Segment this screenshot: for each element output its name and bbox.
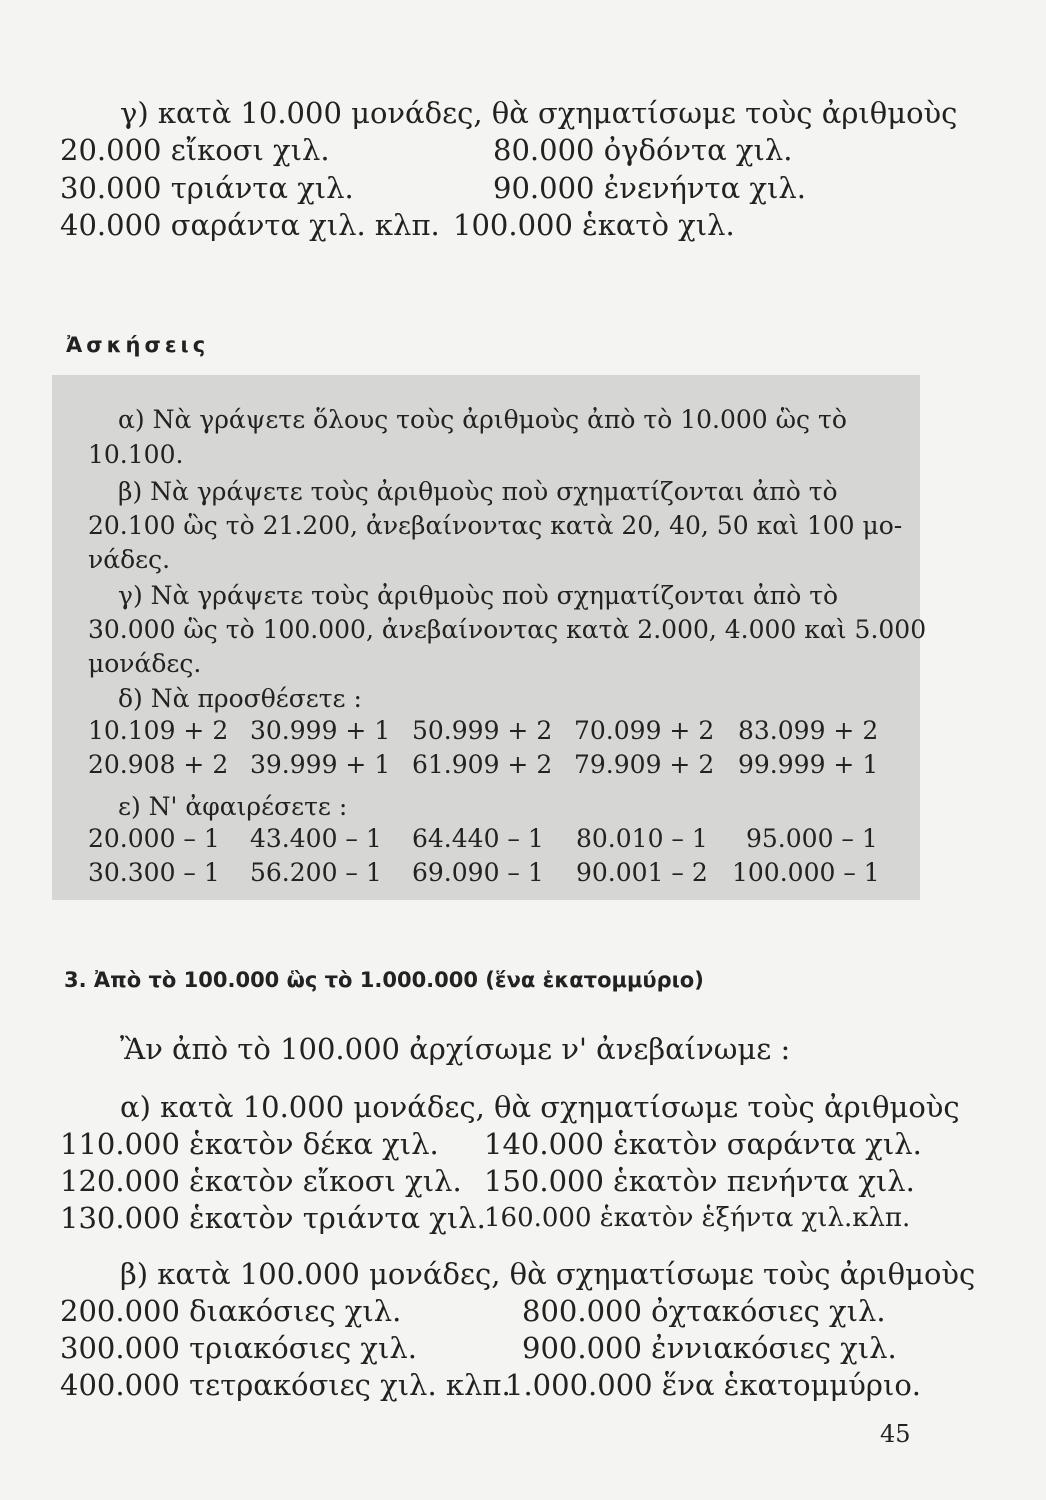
section-3-a-row-1-right: 140.000 ἑκατὸν σαράντα χιλ.	[484, 1127, 922, 1161]
exercise-e-r2-c2: 56.200 – 1	[250, 858, 382, 887]
exercise-e-r1-c2: 43.400 – 1	[250, 824, 382, 853]
section-3-b-row-2-left: 300.000 τριακόσιες χιλ.	[60, 1331, 417, 1365]
exercise-e-r2-c1: 30.300 – 1	[88, 858, 220, 887]
exercise-e-r1-c5: 95.000 – 1	[746, 824, 878, 853]
section-3-a-line: α) κατὰ 10.000 μονάδες, θὰ σχηματίσωμε τοὺς ἀριθμοὺς	[120, 1090, 960, 1124]
section-3-intro: Ἂν ἀπὸ τὸ 100.000 ἀρχίσωμε ν' ἀνεβαίνωμε :	[120, 1032, 791, 1066]
exercise-d-r2-c1: 20.908 + 2	[88, 750, 229, 779]
exercise-d-r1-c1: 10.109 + 2	[88, 716, 229, 745]
exercise-d-r2-c2: 39.999 + 1	[250, 750, 391, 779]
exercise-d-r2-c5: 99.999 + 1	[738, 750, 879, 779]
section-3-b-row-3-left: 400.000 τετρακόσιες χιλ. κλπ.	[60, 1368, 511, 1402]
section-3-a-row-3-right: 160.000 ἑκατὸν ἑξήντα χιλ.κλπ.	[484, 1203, 911, 1233]
top-intro-line: γ) κατὰ 10.000 μονάδες, θὰ σχηματίσωμε τοὺς ἀριθμοὺς	[120, 96, 958, 130]
exercise-c-line-2: 30.000 ὣς τὸ 100.000, ἀνεβαίνοντας κατὰ 2.000, 4.000 καὶ 5.000	[88, 615, 927, 644]
exercise-e-r2-c3: 69.090 – 1	[412, 858, 544, 887]
exercise-d-r1-c2: 30.999 + 1	[250, 716, 391, 745]
exercise-b-line-2: 20.100 ὣς τὸ 21.200, ἀνεβαίνοντας κατὰ 20, 40, 50 καὶ 100 μο-	[88, 511, 903, 540]
exercise-c-line-3: μονάδες.	[88, 649, 202, 678]
section-3-b-row-3-right: 1.000.000 ἕνα ἑκατομμύριο.	[505, 1368, 921, 1402]
section-3-title: 3. Ἀπὸ τὸ 100.000 ὣς τὸ 1.000.000 (ἕνα ἑκατομμύριο)	[64, 968, 704, 992]
exercises-heading: Ἀσκήσεις	[66, 333, 210, 357]
exercise-e-r1-c1: 20.000 – 1	[88, 824, 220, 853]
exercise-e-r1-c3: 64.440 – 1	[412, 824, 544, 853]
top-row-1-right: 80.000 ὀγδόντα χιλ.	[493, 133, 793, 167]
section-3-a-row-2-right: 150.000 ἑκατὸν πενήντα χιλ.	[484, 1164, 915, 1198]
section-3-b-row-2-right: 900.000 ἐννιακόσιες χιλ.	[522, 1331, 897, 1365]
top-row-3-right: 100.000 ἑκατὸ χιλ.	[453, 208, 735, 242]
section-3-a-row-3-left: 130.000 ἑκατὸν τριάντα χιλ.	[60, 1201, 486, 1235]
exercise-e-r2-c4: 90.001 – 2	[576, 858, 708, 887]
page-number: 45	[880, 1420, 911, 1448]
exercise-d-r1-c3: 50.999 + 2	[412, 716, 553, 745]
exercise-a-line-2: 10.100.	[88, 440, 184, 469]
top-row-2-left: 30.000 τριάντα χιλ.	[60, 171, 354, 205]
exercise-c-line-1: γ) Νὰ γράψετε τοὺς ἀριθμοὺς ποὺ σχηματίζονται ἀπὸ τὸ	[118, 581, 839, 610]
top-row-2-right: 90.000 ἐνενήντα χιλ.	[493, 171, 806, 205]
section-3-b-row-1-left: 200.000 διακόσιες χιλ.	[60, 1294, 402, 1328]
exercise-d-r2-c4: 79.909 + 2	[574, 750, 715, 779]
exercise-e-label: ε) Ν' ἀφαιρέσετε :	[118, 792, 348, 821]
top-row-1-left: 20.000 εἴκοσι χιλ.	[60, 133, 330, 167]
exercise-b-line-1: β) Νὰ γράψετε τοὺς ἀριθμοὺς ποὺ σχηματίζονται ἀπὸ τὸ	[118, 477, 838, 506]
exercise-b-line-3: νάδες.	[88, 545, 171, 574]
exercise-e-r1-c4: 80.010 – 1	[576, 824, 708, 853]
exercise-d-label: δ) Νὰ προσθέσετε :	[118, 684, 362, 713]
top-row-3-left: 40.000 σαράντα χιλ. κλπ.	[60, 208, 440, 242]
exercise-d-r1-c4: 70.099 + 2	[574, 716, 715, 745]
section-3-b-line: β) κατὰ 100.000 μονάδες, θὰ σχηματίσωμε τοὺς ἀριθμοὺς	[120, 1257, 976, 1291]
exercise-e-r2-c5: 100.000 – 1	[732, 858, 880, 887]
section-3-a-row-1-left: 110.000 ἑκατὸν δέκα χιλ.	[60, 1127, 439, 1161]
exercise-a-line-1: α) Νὰ γράψετε ὅλους τοὺς ἀριθμοὺς ἀπὸ τὸ 10.000 ὣς τὸ	[118, 405, 847, 434]
exercise-d-r1-c5: 83.099 + 2	[738, 716, 879, 745]
exercise-d-r2-c3: 61.909 + 2	[412, 750, 553, 779]
section-3-a-row-2-left: 120.000 ἑκατὸν εἴκοσι χιλ.	[60, 1164, 462, 1198]
section-3-b-row-1-right: 800.000 ὀχτακόσιες χιλ.	[522, 1294, 886, 1328]
